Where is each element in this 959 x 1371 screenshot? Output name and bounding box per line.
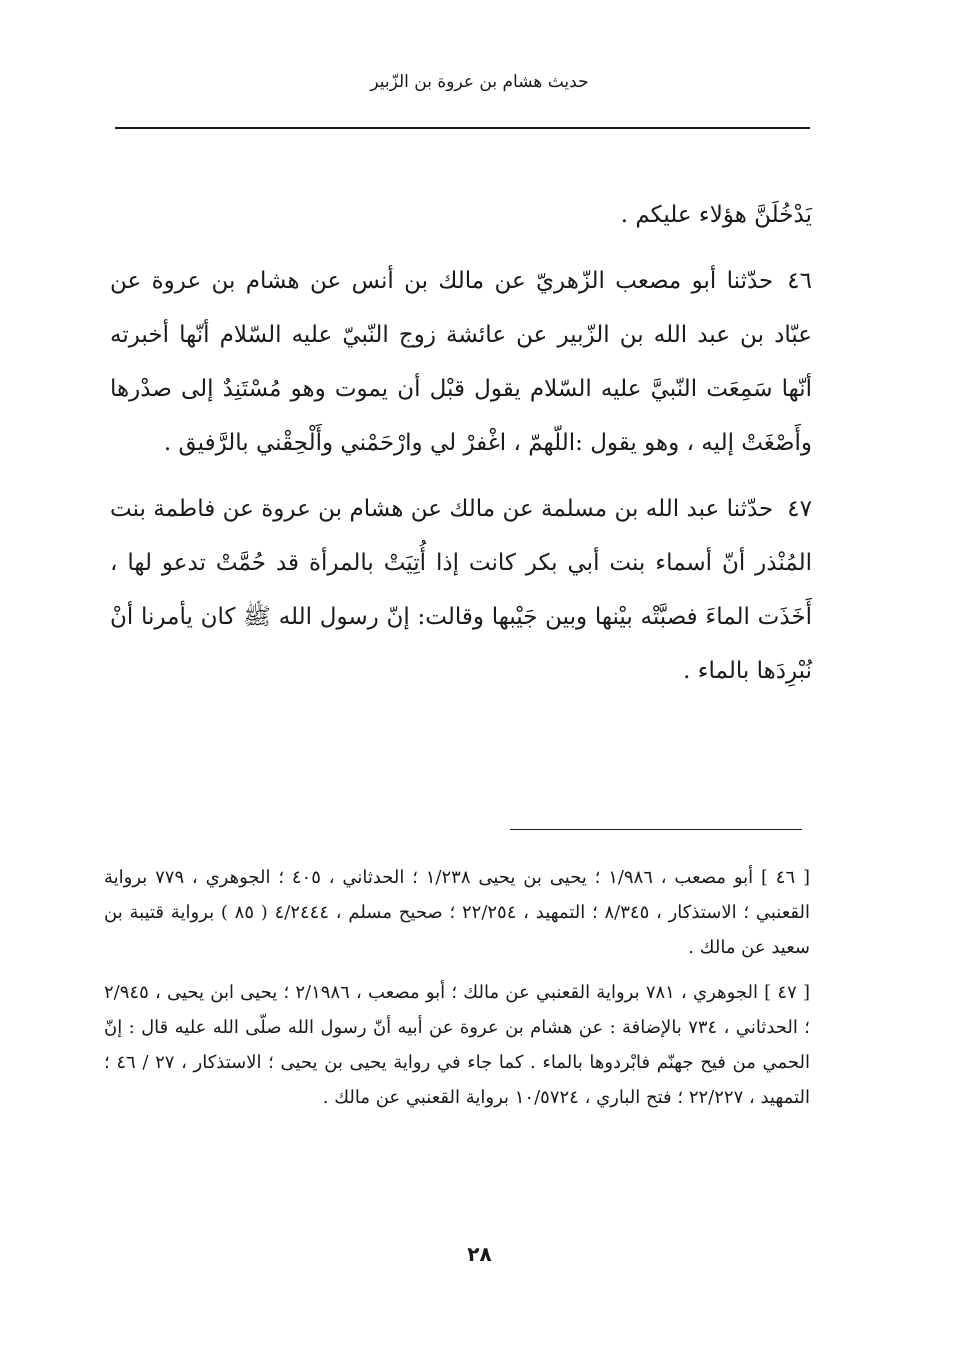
- footnote-47: [ ٤٧ ] الجوهري ، ٧٨١ برواية القعنبي عن مالك ؛ أبو مصعب ، ٢/١٩٨٦ ؛ يحيى ابن يحيى ، ٢/٩٤٥ ؛ الحدثاني ، ٧٣٤ بالإضافة : عن هشام بن عروة عن أبيه أنّ رسول الله صلّى الله عليه قال : إنّ الحمي من فيح جهنّم فابْردوها بالماء . كما جاء في رواية يحيى بن يحيى ؛ الاستذكار ، ٢٧ / ٤٦ ؛ التمهيد ، ٢٢/٢٢٧ ؛ فتح الباري ، ١٠/٥٧٢٤ برواية القعنبي عن مالك .: [104, 982, 810, 1108]
- page-number: ٢٨: [467, 1242, 492, 1266]
- hadith-text: حدّثنا عبد الله بن مسلمة عن مالك عن هشام بن عروة عن فاطمة بنت المُنْذر أنّ أسماء بنت أبي بكر كانت إذا أُتِيَتْ بالمرأة قد حُمَّتْ تدعو لها ، أَخَذَت الماءَ فصبَّتْه بيْنها وبين جَيْبها وقالت: إنّ رسول الله ﷺ كان يأمرنا أنْ نُبْرِدَها بالماء .: [110, 496, 812, 684]
- main-text: [110, 188, 812, 698]
- hadith-47: [110, 482, 812, 698]
- footnotes: [104, 860, 810, 1125]
- hadith-number: ٤٦: [787, 268, 812, 294]
- footnote-rule: [510, 829, 802, 830]
- footnote-46: [ ٤٦ ] أبو مصعب ، ١/٩٨٦ ؛ يحيى بن يحيى ١/٢٣٨ ؛ الحدثاني ، ٤٠٥ ؛ الجوهري ، ٧٧٩ برواية القعنبي ؛ الاستذكار ، ٨/٣٤٥ ؛ التمهيد ، ٢٢/٢٥٤ ؛ صحيح مسلم ، ٤/٢٤٤٤ ( ٨٥ ) برواية قتيبة بن سعيد عن مالك .: [104, 867, 810, 958]
- header-rule: [115, 127, 810, 129]
- hadith-46: [110, 254, 812, 470]
- running-head: حديث هشام بن عروة بن الزّبير: [370, 72, 589, 92]
- opening-line: يَدْخُلَنَّ هؤلاء عليكم .: [620, 202, 812, 228]
- hadith-text: حدّثنا أبو مصعب الزّهريّ عن مالك بن أنس عن هشام بن عروة عن عبّاد بن عبد الله بن الزّبير عن عائشة زوج النّبيّ عليه السّلام أنّها أخبرته أنّها سَمِعَت النّبيَّ عليه السّلام يقول قبْل أن يموت وهو مُسْتَنِدٌ إلى صدْرها وأَصْغَتْ إليه ، وهو يقول :اللّهمّ ، اغْفرْ لي وارْحَمْني وأَلْحِقْني بالرَّفيق .: [110, 268, 812, 456]
- hadith-number: ٤٧: [787, 496, 812, 522]
